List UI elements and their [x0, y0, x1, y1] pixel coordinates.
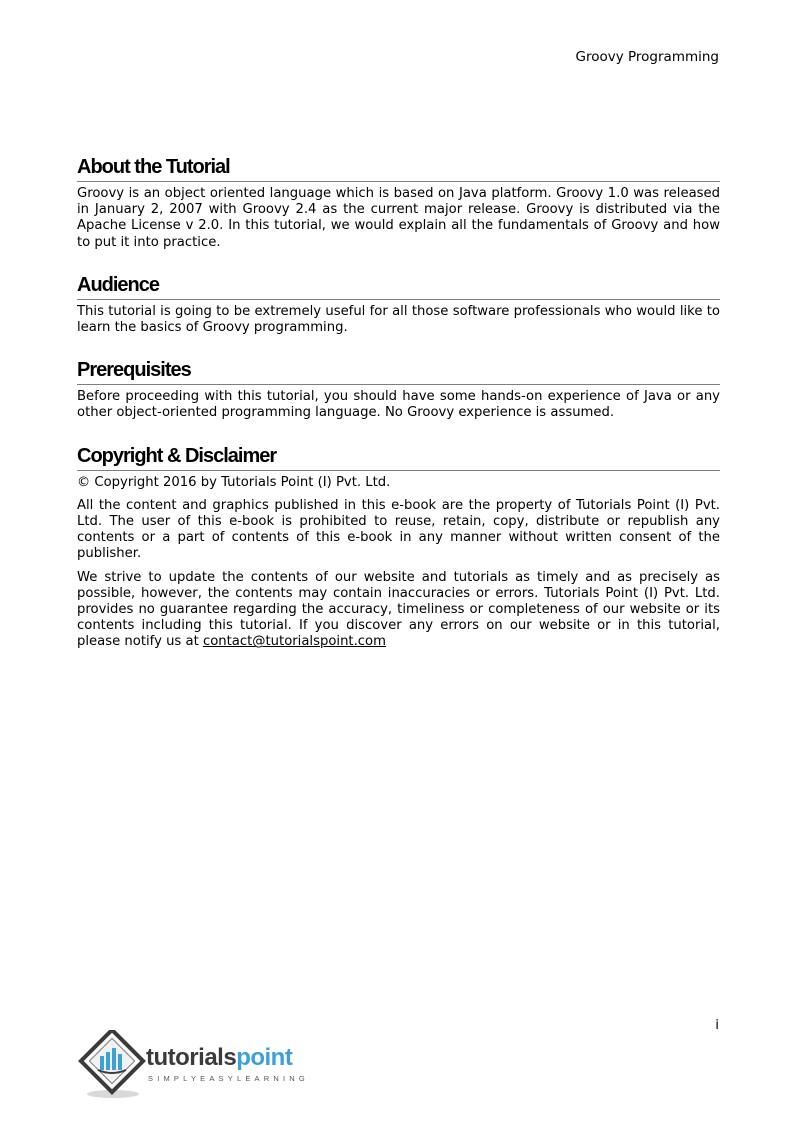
prerequisites-section — [77, 357, 720, 421]
prerequisites-heading: Prerequisites — [77, 357, 720, 385]
logo-emblem-icon — [78, 1030, 148, 1100]
prerequisites-paragraph: Before proceeding with this tutorial, you should have some hands-on experience of Java or any other object-oriented programming language. No Groovy experience is assumed. — [77, 389, 720, 421]
copyright-line: © Copyright 2016 by Tutorials Point (I) Pvt. Ltd. — [77, 474, 391, 490]
about-section — [77, 154, 720, 251]
about-paragraph: Groovy is an object oriented language which is based on Java platform. Groovy 1.0 was released in January 2, 2007 with Groovy 2.4 as the current major release. Groovy is distributed via the Apache License v 2.0. In this tutorial, we would explain all the fundamentals of Groovy and how to put it into practice. — [77, 186, 720, 250]
disclaimer-paragraph — [77, 570, 720, 651]
logo-wordmark: tutorialspoint — [146, 1044, 293, 1071]
audience-heading: Audience — [77, 272, 720, 300]
audience-paragraph: This tutorial is going to be extremely useful for all those software professionals who would like to learn the basics of Groovy programming. — [77, 303, 720, 336]
copyright-heading: Copyright & Disclaimer — [77, 443, 720, 471]
audience-section — [77, 272, 720, 336]
ownership-paragraph: All the content and graphics published in this e-book are the property of Tutorials Point (I) Pvt. Ltd. The user of this e-book is prohibited to reuse, retain, copy, distribute or republish any contents or a part of contents of this e-book in any manner without written consent of the publisher. — [77, 497, 720, 562]
tutorialspoint-logo — [78, 1030, 338, 1100]
disclaimer-text: We strive to update the contents of our website and tutorials as timely and as precisely as possible, however, the contents may contain inaccuracies or errors. Tutorials Point (I) Pvt. Ltd. provides no guarantee regarding the accuracy, timeliness or completeness of our website or its contents including this tutorial. If you discover any errors on our website or in this tutorial, please notify us at — [77, 569, 720, 650]
contact-email-link[interactable]: contact@tutorialspoint.com — [202, 634, 386, 650]
about-heading: About the Tutorial — [77, 154, 720, 182]
page-content — [77, 154, 720, 658]
page-number: i — [715, 1017, 719, 1033]
copyright-section — [77, 443, 720, 651]
running-header: Groovy Programming — [575, 49, 719, 65]
logo-tagline: SIMPLYEASYLEARNING — [148, 1074, 309, 1083]
